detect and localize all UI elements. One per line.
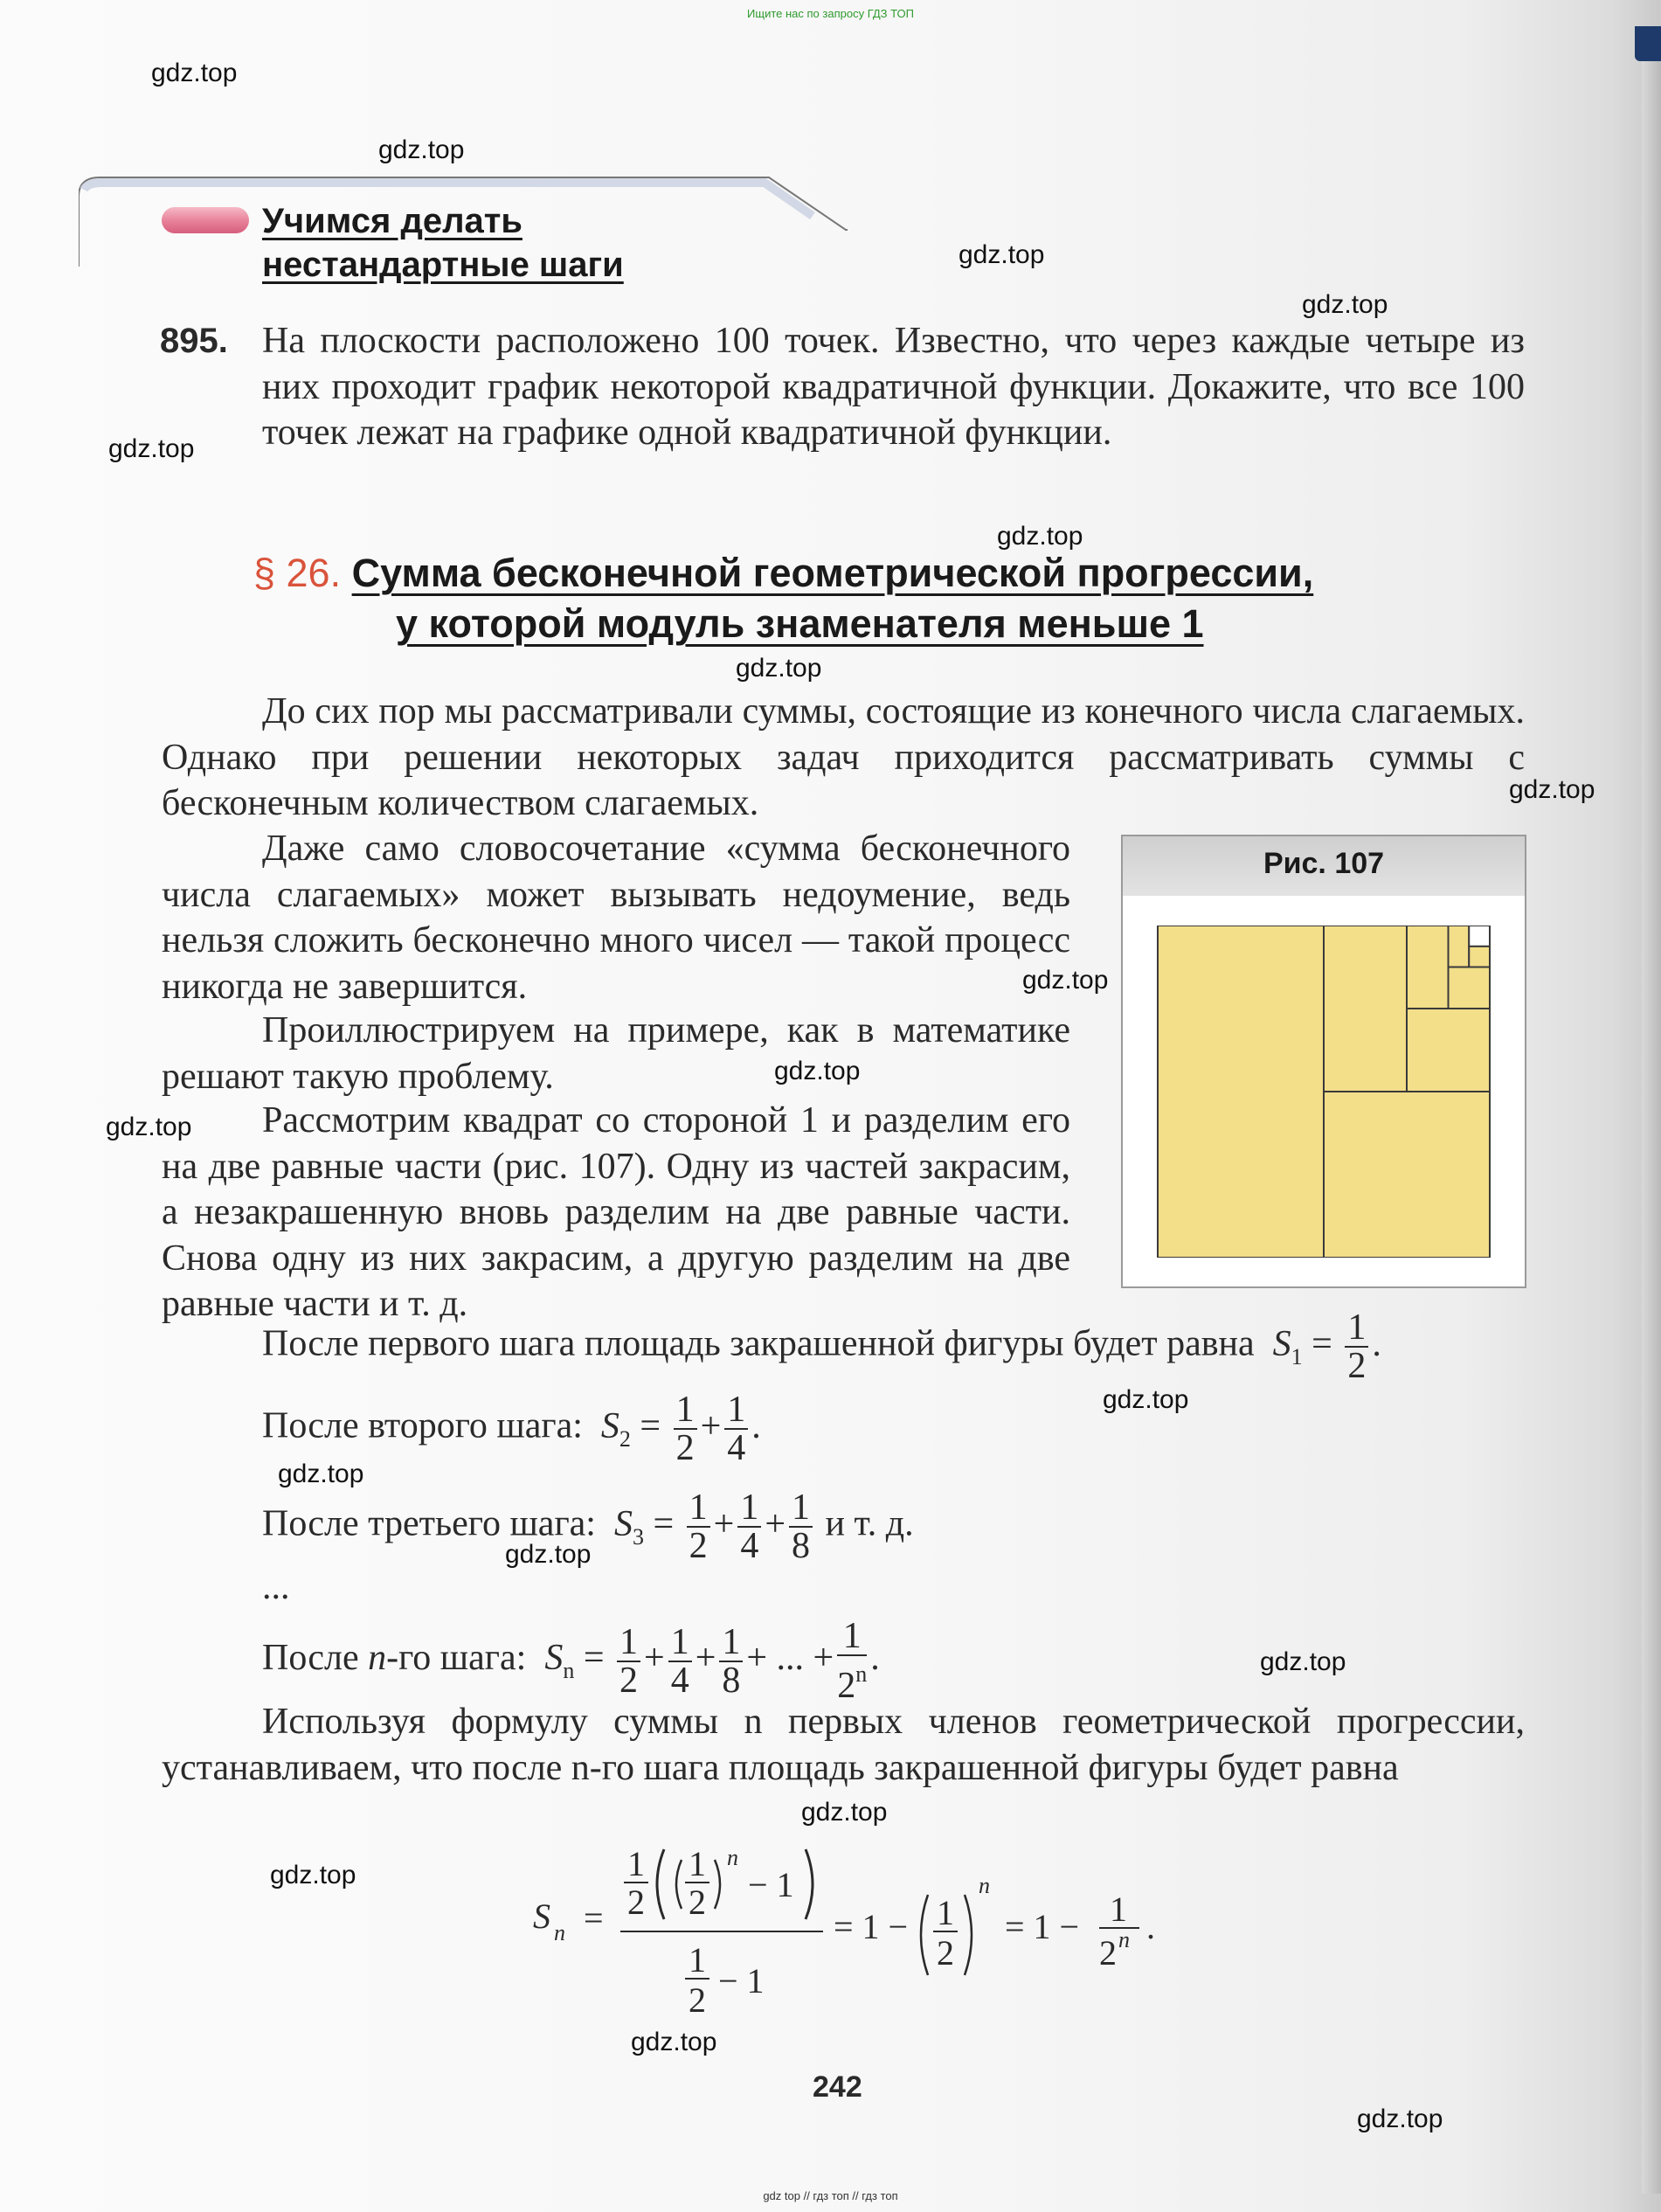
chapter-number: § 26. bbox=[253, 551, 342, 595]
svg-text:1: 1 bbox=[1110, 1890, 1127, 1929]
chapter-title-line1: Сумма бесконечной геометрической прогрессии, bbox=[351, 551, 1314, 595]
shaded-part bbox=[1324, 926, 1407, 1092]
step2-text: После второго шага: bbox=[262, 1405, 583, 1446]
watermark: gdz.top bbox=[1022, 966, 1109, 995]
paragraph: Проиллюстрируем на примере, как в математике решают такую проблему. bbox=[162, 1010, 1070, 1097]
page-tab-marker bbox=[1635, 26, 1661, 61]
shaded-part bbox=[1449, 926, 1470, 967]
section-title bbox=[262, 199, 624, 287]
watermark: gdz.top bbox=[151, 59, 238, 87]
paragraph: Даже само словосочетание «сумма бесконечного числа слагаемых» может вызывать недоумение, ведь нельзя сложить бесконечно много чисел — такой процесс никогда не завершится. bbox=[162, 829, 1070, 1007]
s3-formula: $S_3$ = $\frac{1}{2}$ + $\frac{1}{4}$ + $\frac{1}{8}$ bbox=[605, 1504, 816, 1544]
section-title-line1: Учимся делать bbox=[262, 202, 523, 240]
svg-text:1: 1 bbox=[689, 1940, 706, 1980]
shaded-part bbox=[1407, 926, 1449, 1009]
figure-107 bbox=[1121, 835, 1526, 1288]
watermark: gdz.top bbox=[1357, 2105, 1443, 2133]
watermark: gdz.top bbox=[801, 1798, 888, 1827]
watermark: gdz.top bbox=[1260, 1647, 1346, 1676]
shaded-part bbox=[1324, 1092, 1490, 1258]
svg-text:n: n bbox=[1118, 1927, 1130, 1952]
watermark: gdz.top bbox=[1103, 1385, 1189, 1414]
watermark: gdz.top bbox=[774, 1057, 861, 1085]
watermark: gdz.top bbox=[997, 522, 1083, 551]
svg-text:= 1 −: = 1 − bbox=[1005, 1907, 1080, 1946]
watermark: gdz.top bbox=[959, 240, 1045, 269]
svg-text:S: S bbox=[533, 1896, 550, 1936]
watermark: gdz.top bbox=[505, 1540, 592, 1569]
s2-formula: $S_2$ = $\frac{1}{2}$ + $\frac{1}{4}$ . bbox=[592, 1390, 761, 1468]
watermark: gdz.top bbox=[106, 1113, 192, 1141]
shaded-part bbox=[1158, 926, 1324, 1258]
stepn-line bbox=[262, 1618, 880, 1704]
svg-text:n: n bbox=[554, 1920, 565, 1945]
watermark: gdz.top bbox=[1302, 290, 1388, 319]
svg-text:2: 2 bbox=[627, 1883, 645, 1922]
figure-label: Рис. 107 bbox=[1263, 847, 1385, 880]
paragraph: До сих пор мы рассматривали суммы, состоящие из конечного числа слагаемых. Однако при решении некоторых задач приходится рассматривать суммы с бесконечным количеством слагаемых. bbox=[162, 691, 1525, 823]
svg-text:1: 1 bbox=[937, 1893, 954, 1932]
svg-text:1: 1 bbox=[689, 1844, 706, 1883]
section-title-line2: нестандартные шаги bbox=[262, 246, 624, 284]
header-note: Ищите нас по запросу ГДЗ ТОП bbox=[747, 7, 914, 20]
sum-formula bbox=[533, 1834, 1197, 2017]
watermark: gdz.top bbox=[108, 434, 195, 463]
shaded-part bbox=[1407, 1009, 1490, 1092]
footer-note: gdz top // гдз топ // гдз топ bbox=[763, 2189, 898, 2202]
page-number: 242 bbox=[813, 2070, 862, 2104]
paragraph: Рассмотрим квадрат со стороной 1 и разделим его на две равные части (рис. 107). Одну из частей закрасим, а незакрашенную вновь разделим на две равные части. Снова одну из них закрасим, а другую разделим на две равные части и т. д. bbox=[162, 1100, 1070, 1324]
problem-number: 895. bbox=[160, 322, 228, 360]
unshaded-remainder bbox=[1469, 926, 1490, 947]
svg-text:2: 2 bbox=[689, 1980, 706, 2017]
page-gutter bbox=[1642, 26, 1661, 2194]
ellipsis-line: ... bbox=[262, 1567, 290, 1607]
svg-text:=: = bbox=[584, 1898, 604, 1938]
svg-text:1: 1 bbox=[627, 1844, 645, 1883]
watermark: gdz.top bbox=[736, 654, 822, 683]
paragraph: Используя формулу суммы n первых членов геометрической прогрессии, устанавливаем, что после n-го шага площадь закрашенной фигуры будет равна bbox=[162, 1702, 1525, 1788]
stepn-text-mid: -го шага: bbox=[386, 1638, 527, 1679]
stepn-text-lead: После bbox=[262, 1638, 359, 1679]
svg-text:n: n bbox=[727, 1845, 738, 1870]
step2-line bbox=[262, 1391, 761, 1467]
svg-text:2: 2 bbox=[937, 1933, 954, 1973]
watermark: gdz.top bbox=[1509, 775, 1595, 804]
watermark: gdz.top bbox=[378, 135, 465, 164]
watermark: gdz.top bbox=[270, 1861, 356, 1890]
shaded-part bbox=[1469, 947, 1490, 967]
shaded-part bbox=[1449, 967, 1491, 1009]
svg-text:2: 2 bbox=[1099, 1933, 1117, 1973]
step1-text: После первого шага площадь закрашенной фигуры будет равна bbox=[262, 1323, 1255, 1364]
step3-text: После третьего шага: bbox=[262, 1503, 596, 1544]
chapter-heading bbox=[253, 548, 1477, 649]
square-halving-diagram bbox=[1156, 926, 1492, 1258]
step3-tail: и т. д. bbox=[825, 1503, 914, 1544]
svg-text:n: n bbox=[979, 1873, 990, 1898]
watermark: gdz.top bbox=[631, 2028, 717, 2056]
svg-text:− 1: − 1 bbox=[718, 1961, 765, 2001]
stepn-n: n bbox=[368, 1638, 387, 1679]
watermark: gdz.top bbox=[278, 1460, 364, 1488]
sn-formula: $S_n$ = $\frac{1}{2}$ + $\frac{1}{4}$ + $\frac{1}{8}$ + ... + $\frac{1}{2^n}$ . bbox=[535, 1616, 880, 1706]
section-marker-pill bbox=[162, 207, 249, 233]
s1-formula: $S_1$ = $\frac{1}{2}$ . bbox=[1263, 1307, 1381, 1386]
svg-text:− 1: − 1 bbox=[748, 1865, 794, 1904]
chapter-title-line2: у которой модуль знаменателя меньше 1 bbox=[396, 601, 1204, 646]
svg-text:2: 2 bbox=[689, 1883, 706, 1922]
svg-text:= 1 −: = 1 − bbox=[834, 1907, 909, 1946]
step3-line bbox=[262, 1489, 914, 1564]
problem-text: На плоскости расположено 100 точек. Известно, что через каждые четыре из них проходит график некоторой квадратичной функции. Докажите, что все 100 точек лежат на графике одной квадратичной функции. bbox=[262, 321, 1525, 453]
step1-line bbox=[262, 1309, 1381, 1384]
svg-text:.: . bbox=[1146, 1907, 1155, 1946]
